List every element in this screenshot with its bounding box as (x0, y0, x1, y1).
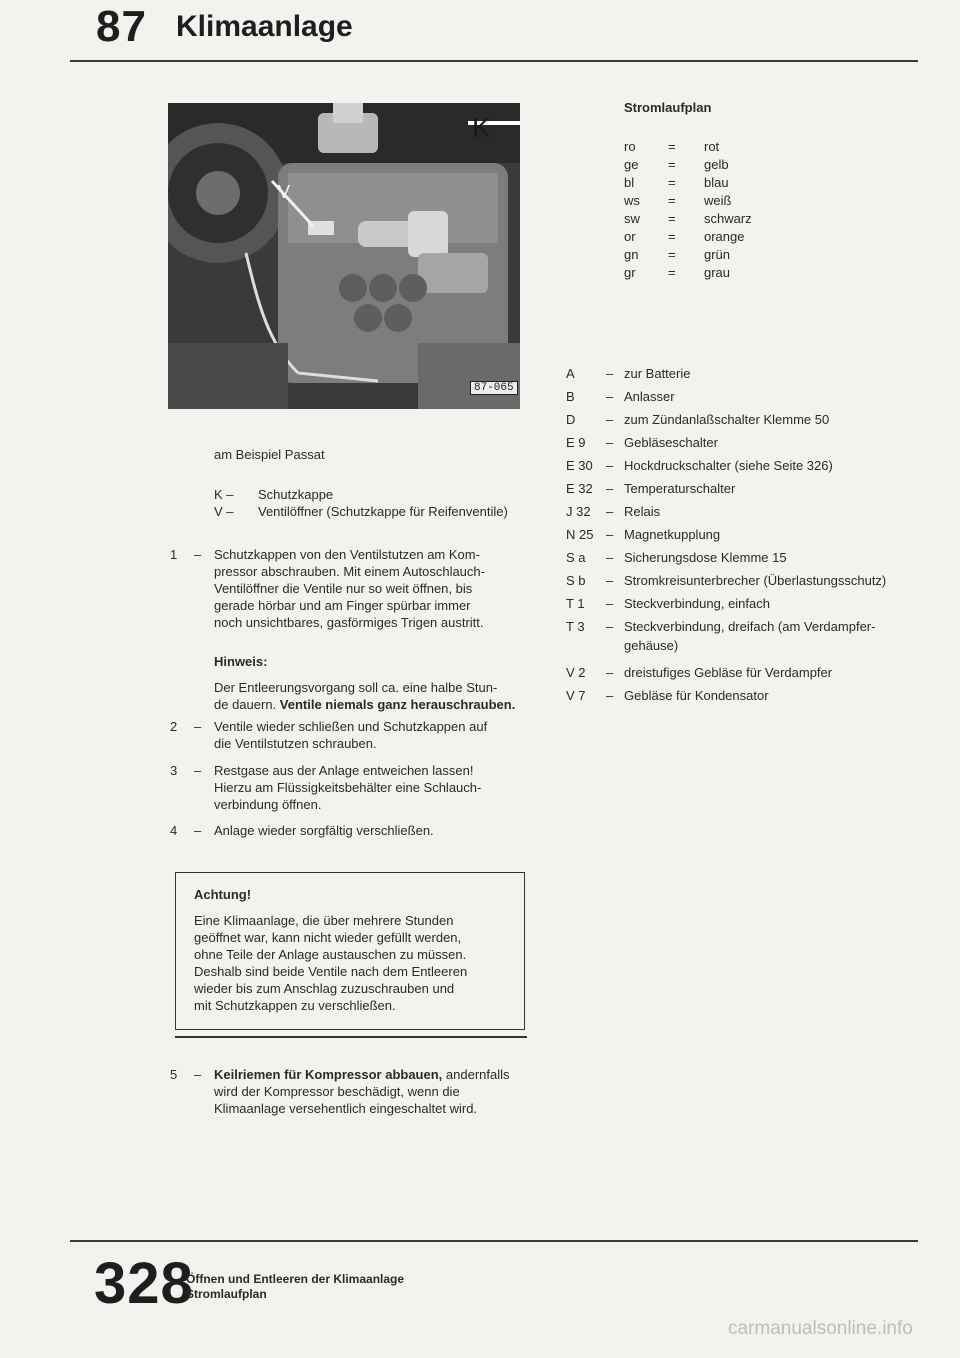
hint-line: Der Entleerungsvorgang soll ca. eine halbe Stun- (214, 680, 498, 695)
color-code-row: ro = rot (624, 139, 720, 154)
step-line: Klimaanlage versehentlich eingeschaltet wird. (214, 1101, 478, 1116)
hint-title: Hinweis: (214, 654, 268, 669)
warning-line: mit Schutzkappen zu verschließen. (194, 998, 396, 1013)
component-item: T 3 – Steckverbindung, dreifach (am Verdampfer- gehäuse) (566, 619, 876, 653)
color-code-row: or = orange (624, 229, 745, 244)
step-line: verbindung öffnen. (214, 797, 322, 812)
step-line: Schutzkappen von den Ventilstutzen am Kom- (214, 547, 480, 562)
legend-key: V (214, 504, 223, 519)
step-number: 3 (170, 763, 178, 778)
warning-line: geöffnet war, kann nicht wieder gefüllt werden, (194, 930, 462, 945)
component-item: V 7 – Gebläse für Kondensator (566, 688, 769, 703)
step-line: die Ventilstutzen schrauben. (214, 736, 377, 751)
warning-line: Deshalb sind beide Ventile nach dem Entleeren (194, 964, 468, 979)
warning-title: Achtung! (194, 887, 252, 902)
compressor-photo-graphic (168, 103, 520, 409)
color-code-list (624, 138, 824, 282)
label-k: K (472, 112, 491, 143)
component-item: T 1 – Steckverbindung, einfach (566, 596, 770, 611)
warning-line: wieder bis zum Anschlag zuzuschrauben und (194, 981, 455, 996)
color-code-row: sw = schwarz (624, 211, 752, 226)
warning-line: Eine Klimaanlage, die über mehrere Stunden (194, 913, 454, 928)
color-code-row: gr = grau (624, 265, 731, 280)
hint-line-2: de dauern. Ventile niemals ganz herauschrauben. (214, 697, 516, 712)
step-line: noch unsichtbares, gasförmiges Trigen austritt. (214, 615, 484, 630)
warning-line: ohne Teile der Anlage austauschen zu müssen. (194, 947, 467, 962)
figure-code: 87-065 (470, 381, 518, 395)
footer-rule (70, 1240, 918, 1242)
legend-text: Schutzkappe (258, 487, 334, 502)
step-line: Ventilöffner die Ventile nur so weit öffnen, bis (214, 581, 473, 596)
component-item: S b – Stromkreisunterbrecher (Überlastungsschutz) (566, 573, 887, 588)
component-list (566, 362, 936, 707)
step-line: pressor abschrauben. Mit einem Autoschlauch- (214, 564, 485, 579)
color-code-row: ge = gelb (624, 157, 729, 172)
step-1: 1 – Schutzkappen von den Ventilstutzen am Kom- pressor abschrauben. Mit einem Autoschlauch- Ventilöffner die Ventile nur so weit öffnen, bis gerade hörbar und am Finger spürbar immer noch unsichtbares, gasförmiges Trigen austritt. (170, 546, 540, 631)
figure-legend (214, 486, 554, 520)
wiring-title: Stromlaufplan (624, 100, 712, 115)
legend-item: V – Ventilöffner (Schutzkappe für Reifenventile) (214, 504, 508, 519)
component-item: B – Anlasser (566, 389, 675, 404)
warning-box-bottom-rule (175, 1036, 527, 1038)
step-number: 4 (170, 823, 178, 838)
step-4: 4 – Anlage wieder sorgfältig verschließen. (170, 822, 540, 839)
step-2: 2 – Ventile wieder schließen und Schutzkappen auf die Ventilstutzen schrauben. (170, 718, 540, 752)
label-v: V (278, 182, 291, 202)
step-line: Anlage wieder sorgfältig verschließen. (214, 823, 434, 838)
color-code-row: ws = weiß (624, 193, 732, 208)
component-item: E 30 – Hockdruckschalter (siehe Seite 326) (566, 458, 833, 473)
figure-caption: am Beispiel Passat (214, 447, 325, 462)
step-line: Hierzu am Flüssigkeitsbehälter eine Schlauch- (214, 780, 482, 795)
page-number: 328 (94, 1251, 194, 1316)
hint-block (214, 654, 544, 713)
component-item: E 32 – Temperaturschalter (566, 481, 736, 496)
color-code-row: bl = blau (624, 175, 729, 190)
watermark: carmanualsonline.info (728, 1318, 913, 1339)
component-item: V 2 – dreistufiges Gebläse für Verdampfer (566, 665, 833, 680)
header-rule (70, 60, 918, 62)
step-line: gerade hörbar und am Finger spürbar immer (214, 598, 471, 613)
component-item: A – zur Batterie (566, 366, 691, 381)
component-item: J 32 – Relais (566, 504, 661, 519)
warning-box (175, 872, 525, 1030)
step-number: 2 (170, 719, 178, 734)
step-line: wird der Kompressor beschädigt, wenn die (214, 1084, 460, 1099)
step-3: 3 – Restgase aus der Anlage entweichen lassen! Hierzu am Flüssigkeitsbehälter eine Schlauch- verbindung öffnen. (170, 762, 540, 813)
component-item: S a – Sicherungsdose Klemme 15 (566, 550, 787, 565)
step-line: Ventile wieder schließen und Schutzkappen auf (214, 719, 488, 734)
component-item: E 9 – Gebläseschalter (566, 435, 718, 450)
step-line: Keilriemen für Kompressor abbauen, andernfalls (214, 1067, 510, 1082)
chapter-number: 87 (96, 2, 147, 51)
legend-text: Ventilöffner (Schutzkappe für Reifenventile) (258, 504, 508, 519)
step-number: 5 (170, 1067, 178, 1082)
legend-key: K (214, 487, 223, 502)
chapter-title: Klimaanlage (176, 10, 353, 43)
step-number: 1 (170, 547, 178, 562)
compressor-photo (168, 103, 520, 409)
component-item: N 25 – Magnetkupplung (566, 527, 721, 542)
step-5: 5 – Keilriemen für Kompressor abbauen, andernfalls wird der Kompressor beschädigt, wenn die Klimaanlage versehentlich eingeschaltet wird. (170, 1066, 550, 1117)
color-code-row: gn = grün (624, 247, 731, 262)
step-line: Restgase aus der Anlage entweichen lassen! (214, 763, 474, 778)
legend-item: K – Schutzkappe (214, 487, 334, 502)
component-item: D – zum Zündanlaßschalter Klemme 50 (566, 412, 830, 427)
footer-title: Öffnen und Entleeren der Klimaanlage Stromlaufplan (186, 1272, 405, 1301)
